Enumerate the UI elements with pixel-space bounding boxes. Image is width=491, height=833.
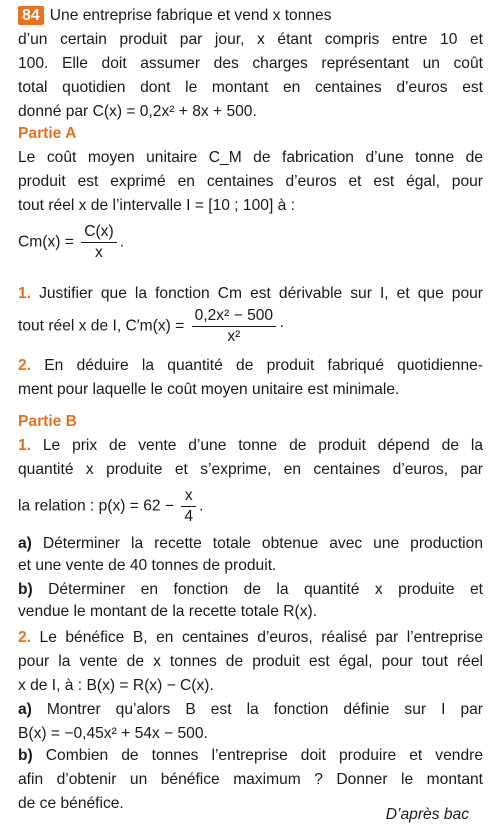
part-b-q2-line-1: 2. Le bénéfice B, en centaines d’euros, réalisé par l’entreprise xyxy=(18,629,483,646)
part-a-q2-line-1: 2. En déduire la quantité de produit fabriqué quotidienne- xyxy=(18,357,483,374)
price-fraction-denominator: 4 xyxy=(184,508,194,525)
part-b-title: Partie B xyxy=(18,413,77,430)
part-b-q2-number: 2. xyxy=(18,629,32,646)
part-a-q1-line-1: 1. Justifier que la fonction Cm est dérivable sur I, et que pour xyxy=(18,285,484,302)
cm-fraction xyxy=(81,222,116,263)
source-credit: D’après bac xyxy=(385,806,469,823)
cm-formula-lhs: Cm(x) = xyxy=(18,233,74,251)
intro-line-4: total quotidien dont le montant en centaines d’euros est xyxy=(18,79,483,96)
part-a-text-1: Le coût moyen unitaire C_M de fabrication d’une tonne de xyxy=(18,149,483,166)
part-b-q1-line-2: quantité x produite et s’exprime, en centaines d’euros, par xyxy=(18,461,483,478)
part-b-b2-line-1: b) Combien de tonnes l’entreprise doit produire et vendre xyxy=(18,747,483,764)
cm-fraction-numerator: C(x) xyxy=(81,222,116,243)
part-a-q1-number: 1. xyxy=(18,285,32,302)
derivative-numerator: 0,2x² − 500 xyxy=(192,306,276,327)
part-b-a2-line-2: B(x) = −0,45x² + 54x − 500. xyxy=(18,725,208,742)
part-b-b2-line-2: afin d’obtenir un bénéfice maximum ? Donner le montant xyxy=(18,771,483,788)
part-b-b-line-2: vendue le montant de la recette totale R(x). xyxy=(18,603,318,620)
intro-line-5: donné par C(x) = 0,2x² + 8x + 500. xyxy=(18,103,257,120)
part-b-q1-line-1: 1. Le prix de vente d’une tonne de produit dépend de la xyxy=(18,437,483,454)
part-b-q1-line-3: la relation : p(x) = 62 − $\frac{x}{4}$ . xyxy=(18,487,204,525)
derivative-denominator: x² xyxy=(227,328,241,345)
part-b-a-line-1: a) Déterminer la recette totale obtenue avec une production xyxy=(18,535,483,552)
intro-line-1: 84 Une entreprise fabrique et vend x tonnes xyxy=(18,6,483,26)
part-b-b2-label: b) xyxy=(18,747,33,764)
part-a-q2-number: 2. xyxy=(18,357,32,374)
price-fraction xyxy=(181,486,196,527)
part-a-q1-line-2: tout réel x de I, C′m(x) = $\frac{\text{0,2x² − 500}}{\text{x²}}$ · xyxy=(18,307,285,345)
part-b-a2-line-1: a) Montrer qu’alors B est la fonction définie sur I par xyxy=(18,701,484,718)
part-a-text-2: produit est exprimé en centaines d’euros et est égal, pour xyxy=(18,173,483,190)
part-b-b2-line-3: de ce bénéfice. xyxy=(18,795,124,812)
part-a-title: Partie A xyxy=(18,125,77,142)
intro-line-3: 100. Elle doit assumer des charges représentant un coût xyxy=(18,55,483,72)
part-b-a-label: a) xyxy=(18,535,32,552)
part-b-q2-line-2: pour la vente de x tonnes de produit est égal, pour tout réel xyxy=(18,653,483,670)
intro-line-2: d’un certain produit par jour, x étant compris entre 10 et xyxy=(18,31,483,48)
part-a-text-3: tout réel x de l’intervalle I = [10 ; 100] à : xyxy=(18,197,295,214)
part-b-q1-number: 1. xyxy=(18,437,32,454)
exercise-number-badge: 84 xyxy=(18,6,44,25)
derivative-fraction xyxy=(192,306,276,347)
price-fraction-numerator: x xyxy=(181,486,196,507)
part-b-b-line-1: b) Déterminer en fonction de la quantité x produite et xyxy=(18,581,483,598)
part-a-q2-line-2: ment pour laquelle le coût moyen unitaire est minimale. xyxy=(18,381,400,398)
part-b-b-label: b) xyxy=(18,581,33,598)
cm-formula: Cm(x) = $\frac{C(x)}{x}$ . xyxy=(18,223,125,261)
part-b-a-line-2: et une vente de 40 tonnes de produit. xyxy=(18,557,277,574)
part-b-a2-label: a) xyxy=(18,701,32,718)
part-b-q2-line-3: x de I, à : B(x) = R(x) − C(x). xyxy=(18,677,214,694)
cm-fraction-denominator: x xyxy=(95,244,103,261)
